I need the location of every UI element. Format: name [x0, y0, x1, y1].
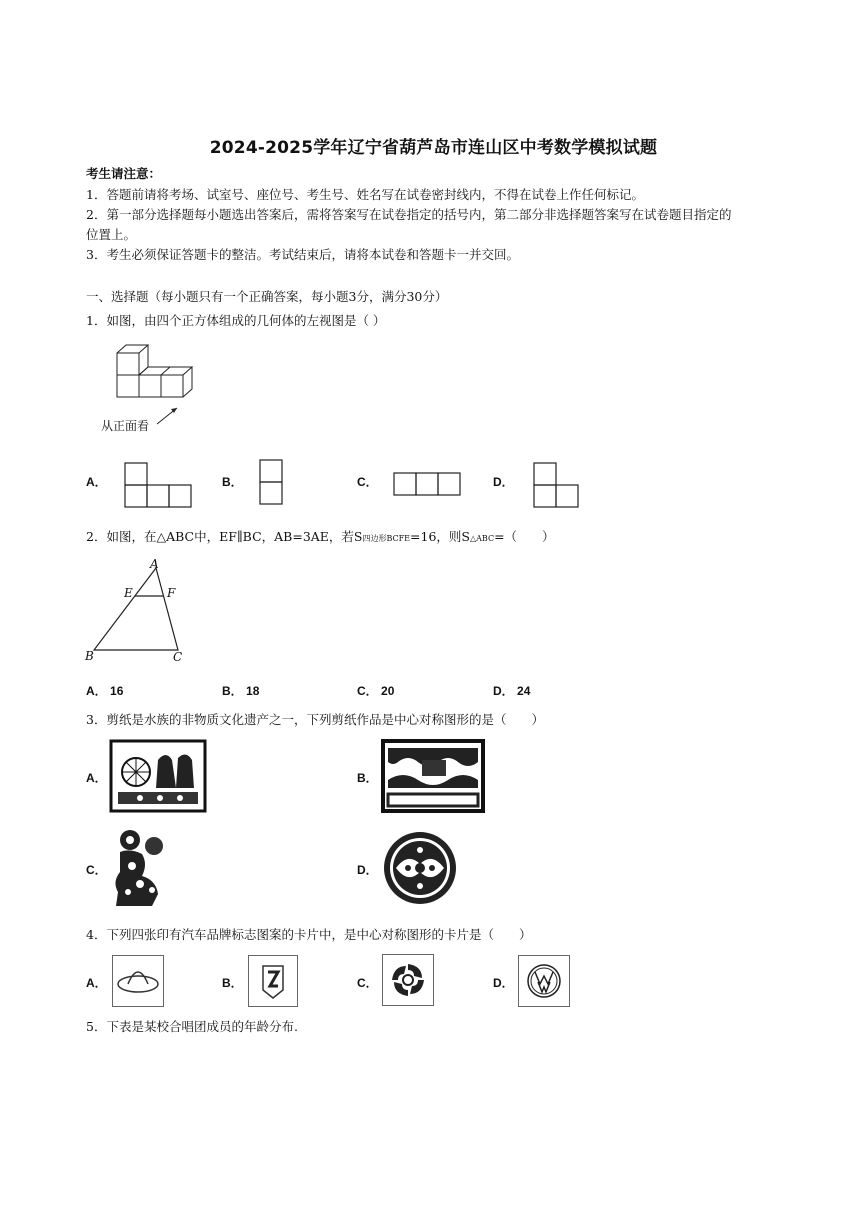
- q4-option-b[interactable]: B．: [222, 976, 243, 990]
- q2-point-c: C: [173, 650, 183, 664]
- q5-stem: 5．下表是某校合唱团成员的年龄分布.: [86, 1019, 298, 1034]
- q2-stem-sub-quad: 四边形BCFE: [362, 534, 411, 543]
- q1-option-b[interactable]: B．: [222, 475, 243, 489]
- q4-stem: 4．下列四张印有汽车品牌标志图案的卡片中，是中心对称图形的卡片是（ ）: [86, 927, 532, 942]
- q1-option-d[interactable]: D．: [493, 475, 514, 489]
- q2-stem-sub-tri: △ABC: [469, 534, 495, 543]
- logo-b-icon: [259, 962, 287, 1000]
- q1-stem: 1．如图，由四个正方体组成的几何体的左视图是（ ）: [86, 313, 386, 328]
- q4-card-a[interactable]: [112, 955, 164, 1007]
- q3-papercut-c: [110, 828, 170, 910]
- q2-stem-mid: =16，则S: [410, 529, 470, 544]
- q2-option-c[interactable]: C． 20: [357, 684, 395, 698]
- q2-stem-end: =（ ）: [494, 529, 555, 544]
- q2-point-a: A: [150, 557, 159, 571]
- notice-item-1: 1．答题前请将考场、试室号、座位号、考生号、姓名写在试卷密封线内，不得在试卷上作任何标记。: [86, 187, 644, 202]
- q4-card-c[interactable]: [382, 954, 434, 1006]
- q3-option-c[interactable]: C．: [86, 863, 107, 877]
- q4-option-a[interactable]: A．: [86, 976, 107, 990]
- logo-a-icon: [115, 962, 161, 1000]
- q4-card-b[interactable]: [248, 955, 298, 1007]
- logo-d-icon: [525, 962, 563, 1000]
- q2-point-b: B: [85, 649, 94, 663]
- q3-papercut-a: [110, 740, 206, 812]
- logo-c-icon: [388, 960, 428, 1000]
- q1-option-a-figure: [124, 461, 194, 509]
- q2-option-b[interactable]: B． 18: [222, 684, 260, 698]
- q1-option-a[interactable]: A．: [86, 475, 107, 489]
- q4-card-d[interactable]: [518, 955, 570, 1007]
- notice-item-3: 3．考生必须保证答题卡的整洁。考试结束后，请将本试卷和答题卡一并交回。: [86, 247, 519, 262]
- q2-stem: [86, 528, 555, 548]
- q3-option-b[interactable]: B．: [357, 771, 378, 785]
- q2-option-a[interactable]: A． 16: [86, 684, 124, 698]
- q2-option-d[interactable]: D． 24: [493, 684, 531, 698]
- q1-option-b-figure: [259, 459, 285, 507]
- q2-point-f: F: [167, 586, 176, 600]
- q1-option-d-figure: [533, 462, 581, 510]
- q1-view-caption: 从正面看: [101, 419, 150, 433]
- q3-option-d[interactable]: D．: [357, 863, 378, 877]
- q2-stem-main: 2．如图，在△ABC中，EF∥BC，AB=3AE，若S: [86, 529, 363, 544]
- notice-item-2a: 2．第一部分选择题每小题选出答案后，需将答案写在试卷指定的括号内，第二部分非选择题答案写在试卷题目指定的: [86, 207, 732, 222]
- notice-heading: 考生请注意：: [86, 166, 162, 181]
- q4-option-c[interactable]: C．: [357, 976, 378, 990]
- q3-papercut-b: [382, 740, 484, 812]
- notice-item-2b: 位置上。: [86, 227, 137, 242]
- section-heading: 一、选择题（每小题只有一个正确答案，每小题3分，满分30分）: [86, 289, 448, 304]
- q1-option-c[interactable]: C．: [357, 475, 378, 489]
- q3-option-a[interactable]: A．: [86, 771, 107, 785]
- q3-papercut-d: [382, 830, 458, 906]
- q2-point-e: E: [124, 586, 133, 600]
- q4-option-d[interactable]: D．: [493, 976, 514, 990]
- q3-stem: 3．剪纸是水族的非物质文化遗产之一，下列剪纸作品是中心对称图形的是（ ）: [86, 712, 544, 727]
- exam-title: 2024-2025学年辽宁省葫芦岛市连山区中考数学模拟试题: [209, 138, 658, 158]
- q1-option-c-figure: [393, 472, 463, 498]
